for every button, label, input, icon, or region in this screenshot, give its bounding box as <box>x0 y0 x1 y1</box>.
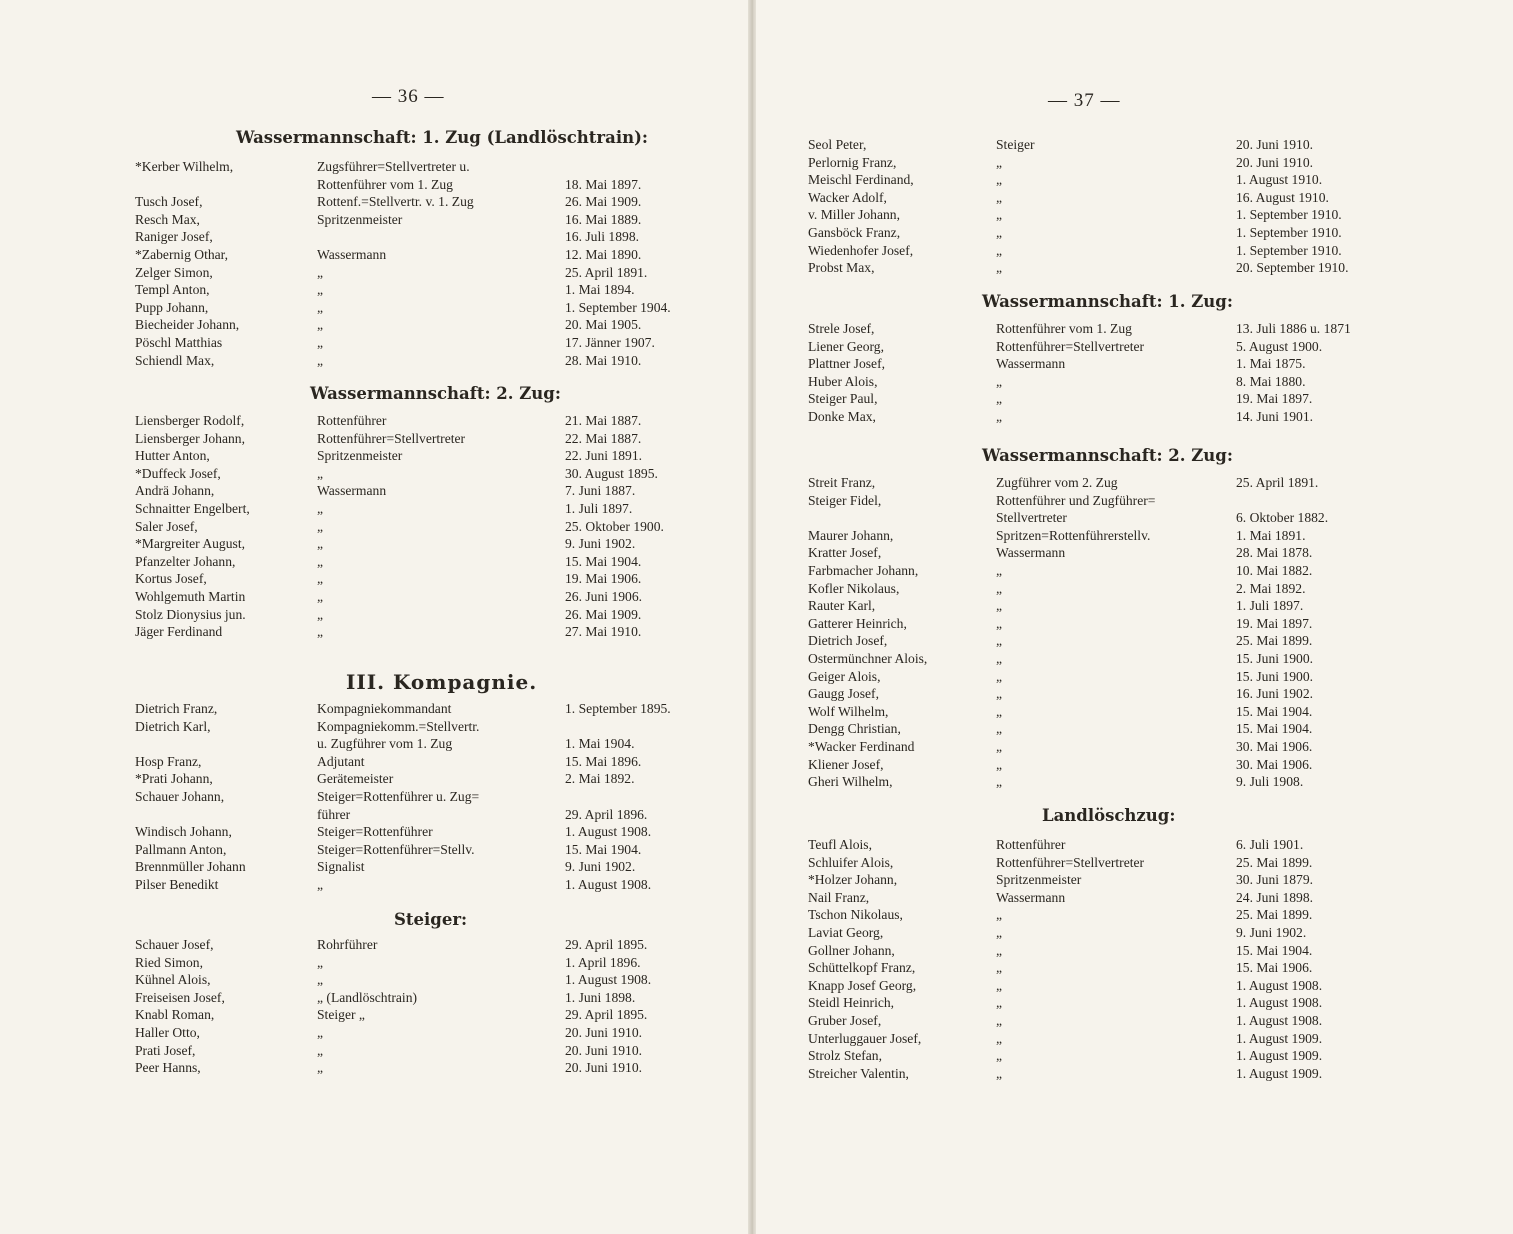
member-name: Plattner Josef, <box>808 356 886 372</box>
member-role: „ <box>317 1024 324 1040</box>
join-date: 1. Mai 1904. <box>565 736 635 752</box>
join-date: 25. April 1891. <box>565 264 648 280</box>
member-role: „ <box>317 624 324 640</box>
join-date: 1. August 1909. <box>1236 1030 1323 1046</box>
member-name: Kortus Josef, <box>135 571 207 587</box>
member-role: „ <box>996 391 1003 407</box>
member-name: Pallmann Anton, <box>135 841 227 857</box>
member-role: führer <box>317 806 351 822</box>
member-role: „ <box>996 703 1003 719</box>
member-role: Wassermann <box>996 356 1066 372</box>
page-number: — 36 — <box>372 86 445 107</box>
member-name: Pöschl Matthias <box>135 334 223 350</box>
member-name: Nail Franz, <box>808 889 870 905</box>
member-name: Stolz Dionysius jun. <box>135 606 246 622</box>
member-role: „ <box>996 721 1003 737</box>
join-date: 6. Oktober 1882. <box>1236 510 1329 526</box>
member-role: „ <box>996 172 1003 188</box>
member-name: Hosp Franz, <box>135 753 202 769</box>
member-name: *Zabernig Othar, <box>135 246 229 262</box>
member-name: Templ Anton, <box>135 282 210 298</box>
join-date: 15. Mai 1904. <box>565 841 642 857</box>
member-name: Liener Georg, <box>808 338 884 354</box>
member-role: „ <box>317 500 324 516</box>
join-date: 19. Mai 1906. <box>565 571 642 587</box>
member-name: Hutter Anton, <box>135 448 210 464</box>
join-date: 16. Mai 1889. <box>565 211 642 227</box>
member-role: „ <box>996 774 1003 790</box>
member-name: Steidl Heinrich, <box>808 995 895 1011</box>
join-date: 9. Juni 1902. <box>565 859 636 875</box>
join-date: 20. Juni 1910. <box>1236 137 1314 152</box>
member-role: „ <box>317 588 324 604</box>
member-role: „ <box>317 282 324 298</box>
join-date: 29. April 1895. <box>565 937 648 952</box>
join-date: 5. August 1900. <box>1236 338 1323 354</box>
member-role: „ <box>996 1012 1003 1028</box>
member-role: Zugsführer=Stellvertreter u. <box>317 159 470 174</box>
member-role: Rottenführer <box>996 837 1066 852</box>
member-role: „ <box>996 668 1003 684</box>
member-name: *Prati Johann, <box>135 771 213 787</box>
join-date: 15. Mai 1906. <box>1236 960 1313 976</box>
join-date: 1. August 1909. <box>1236 1048 1323 1064</box>
join-date: 19. Mai 1897. <box>1236 615 1313 631</box>
member-name: Dietrich Franz, <box>135 701 218 716</box>
join-date: 9. Juni 1902. <box>1236 924 1307 940</box>
member-name: Kliener Josef, <box>808 756 884 772</box>
member-name: Saler Josef, <box>135 518 198 534</box>
member-name: Gollner Johann, <box>808 942 895 958</box>
section-heading: Wassermannschaft: 2. Zug: <box>310 384 561 403</box>
member-role: „ <box>996 580 1003 596</box>
member-name: Wiedenhofer Josef, <box>808 242 914 258</box>
member-name: Perlornig Franz, <box>808 154 897 170</box>
member-role: „ <box>996 408 1003 424</box>
join-date: 15. Juni 1900. <box>1236 650 1314 666</box>
join-date: 1. September 1910. <box>1236 242 1342 258</box>
member-role: Zugführer vom 2. Zug <box>996 475 1118 490</box>
member-role: Rottenf.=Stellvertr. v. 1. Zug <box>317 194 474 210</box>
member-name: Wacker Adolf, <box>808 189 887 205</box>
join-date: 20. Juni 1910. <box>565 1060 643 1076</box>
member-role: „ <box>996 650 1003 666</box>
member-name: Schüttelkopf Franz, <box>808 960 916 976</box>
join-date: 15. Mai 1896. <box>565 753 642 769</box>
join-date: 1. April 1896. <box>565 954 641 970</box>
member-name: Strolz Stefan, <box>808 1048 882 1064</box>
join-date: 30. Mai 1906. <box>1236 738 1313 754</box>
member-role: „ <box>996 373 1003 389</box>
member-role: Spritzen=Rottenführerstellv. <box>996 527 1151 543</box>
section-heading: Landlöschzug: <box>1042 806 1176 825</box>
member-role: Rottenführer <box>317 413 387 428</box>
member-name: Gruber Josef, <box>808 1012 882 1028</box>
member-role: „ <box>996 562 1003 578</box>
join-date: 9. Juni 1902. <box>565 536 636 552</box>
member-role: u. Zugführer vom 1. Zug <box>317 736 453 752</box>
join-date: 20. September 1910. <box>1236 260 1349 276</box>
member-role: „ (Landlöschtrain) <box>317 989 418 1005</box>
member-role: Spritzenmeister <box>996 872 1082 888</box>
member-name: Schauer Josef, <box>135 937 214 952</box>
member-name: Streit Franz, <box>808 475 876 490</box>
member-name: Schnaitter Engelbert, <box>135 500 250 516</box>
member-name: Tusch Josef, <box>135 194 203 210</box>
join-date: 1. Mai 1875. <box>1236 356 1306 372</box>
member-name: Pupp Johann, <box>135 299 209 315</box>
member-name: Seol Peter, <box>808 137 867 152</box>
member-name: Brennmüller Johann <box>135 859 246 875</box>
member-role: „ <box>317 317 324 333</box>
member-name: Dietrich Karl, <box>135 718 211 734</box>
member-role: „ <box>996 1030 1003 1046</box>
page-36 <box>0 0 752 1234</box>
join-date: 25. Mai 1899. <box>1236 907 1313 923</box>
join-date: 26. Juni 1906. <box>565 588 643 604</box>
member-name: *Holzer Johann, <box>808 872 898 888</box>
member-role: „ <box>996 260 1003 276</box>
member-role: Kompagniekommandant <box>317 701 452 716</box>
section-heading: Steiger: <box>394 910 468 929</box>
member-name: Pilser Benedikt <box>135 876 219 892</box>
join-date: 1. September 1904. <box>565 299 671 315</box>
join-date: 14. Juni 1901. <box>1236 408 1314 424</box>
section-heading: III. Kompagnie. <box>346 670 538 694</box>
join-date: 22. Mai 1887. <box>565 430 642 446</box>
member-role: Spritzenmeister <box>317 211 403 227</box>
member-name: Resch Max, <box>135 211 200 227</box>
join-date: 1. August 1908. <box>565 972 652 988</box>
member-role: „ <box>996 189 1003 205</box>
join-date: 16. August 1910. <box>1236 189 1329 205</box>
join-date: 30. August 1895. <box>565 465 658 481</box>
member-role: „ <box>317 1060 324 1076</box>
member-name: Wohlgemuth Martin <box>135 588 246 604</box>
join-date: 1. Juli 1897. <box>1236 598 1304 614</box>
member-role: „ <box>317 352 324 368</box>
join-date: 22. Juni 1891. <box>565 448 643 464</box>
member-role: Rottenführer vom 1. Zug <box>996 321 1132 336</box>
join-date: 1. August 1908. <box>565 824 652 840</box>
member-name: Pfanzelter Johann, <box>135 553 236 569</box>
member-name: v. Miller Johann, <box>808 207 900 223</box>
join-date: 1. August 1910. <box>1236 172 1323 188</box>
member-name: Unterluggauer Josef, <box>808 1030 922 1046</box>
member-role: „ <box>317 553 324 569</box>
join-date: 1. August 1909. <box>1236 1065 1323 1081</box>
member-role: Stellvertreter <box>996 510 1067 526</box>
member-name: Maurer Johann, <box>808 527 894 543</box>
member-role: „ <box>996 924 1003 940</box>
member-role: Kompagniekomm.=Stellvertr. <box>317 718 480 734</box>
member-role: „ <box>317 876 324 892</box>
member-role: „ <box>996 224 1003 240</box>
join-date: 20. Juni 1910. <box>565 1042 643 1058</box>
member-name: Ostermünchner Alois, <box>808 650 928 666</box>
member-role: „ <box>317 571 324 587</box>
join-date: 15. Mai 1904. <box>1236 703 1313 719</box>
member-role: „ <box>996 1065 1003 1081</box>
member-name: Kratter Josef, <box>808 545 882 561</box>
join-date: 26. Mai 1909. <box>565 606 642 622</box>
join-date: 17. Jänner 1907. <box>565 334 655 350</box>
join-date: 7. Juni 1887. <box>565 483 636 499</box>
join-date: 27. Mai 1910. <box>565 624 642 640</box>
member-name: Gansböck Franz, <box>808 224 901 240</box>
member-role: Steiger <box>996 137 1035 152</box>
join-date: 16. Juni 1902. <box>1236 686 1314 702</box>
member-role: „ <box>317 972 324 988</box>
join-date: 1. September 1895. <box>565 701 671 716</box>
join-date: 1. Juli 1897. <box>565 500 633 516</box>
member-name: Jäger Ferdinand <box>135 624 223 640</box>
member-role: „ <box>996 907 1003 923</box>
member-role: „ <box>317 299 324 315</box>
member-role: „ <box>996 154 1003 170</box>
member-name: Geiger Alois, <box>808 668 881 684</box>
join-date: 30. Mai 1906. <box>1236 756 1313 772</box>
join-date: 30. Juni 1879. <box>1236 872 1314 888</box>
join-date: 1. August 1908. <box>1236 977 1323 993</box>
member-role: Wassermann <box>996 545 1066 561</box>
member-role: „ <box>996 995 1003 1011</box>
member-role: „ <box>996 1048 1003 1064</box>
join-date: 25. April 1891. <box>1236 475 1319 490</box>
member-name: Zelger Simon, <box>135 264 213 280</box>
join-date: 21. Mai 1887. <box>565 413 642 428</box>
member-role: Adjutant <box>317 753 365 769</box>
member-role: „ <box>996 738 1003 754</box>
member-name: Dietrich Josef, <box>808 633 888 649</box>
join-date: 15. Mai 1904. <box>565 553 642 569</box>
join-date: 6. Juli 1901. <box>1236 837 1304 852</box>
page-number: — 37 — <box>1048 90 1121 111</box>
section-heading: Wassermannschaft: 2. Zug: <box>982 446 1233 465</box>
member-name: Rauter Karl, <box>808 598 876 614</box>
member-role: „ <box>996 207 1003 223</box>
join-date: 15. Mai 1904. <box>1236 721 1313 737</box>
member-name: *Duffeck Josef, <box>135 465 221 481</box>
member-role: „ <box>317 334 324 350</box>
member-role: „ <box>996 977 1003 993</box>
member-role: Spritzenmeister <box>317 448 403 464</box>
member-name: Schauer Johann, <box>135 788 225 804</box>
join-date: 2. Mai 1892. <box>565 771 635 787</box>
member-name: Biecheider Johann, <box>135 317 240 333</box>
member-name: Ried Simon, <box>135 954 203 970</box>
member-role: Rohrführer <box>317 937 378 952</box>
member-name: *Wacker Ferdinand <box>808 738 915 754</box>
join-date: 8. Mai 1880. <box>1236 373 1306 389</box>
member-role: „ <box>317 518 324 534</box>
join-date: 1. August 1908. <box>1236 995 1323 1011</box>
join-date: 16. Juli 1898. <box>565 229 640 245</box>
member-name: Freiseisen Josef, <box>135 989 225 1005</box>
member-name: Donke Max, <box>808 408 876 424</box>
member-name: Knapp Josef Georg, <box>808 977 917 993</box>
join-date: 1. August 1908. <box>1236 1012 1323 1028</box>
member-name: Liensberger Johann, <box>135 430 245 446</box>
member-name: Prati Josef, <box>135 1042 196 1058</box>
join-date: 28. Mai 1910. <box>565 352 642 368</box>
member-name: Wolf Wilhelm, <box>808 703 889 719</box>
member-role: Steiger=Rottenführer u. Zug= <box>317 788 480 804</box>
member-name: Farbmacher Johann, <box>808 562 919 578</box>
member-role: „ <box>996 615 1003 631</box>
join-date: 25. Mai 1899. <box>1236 854 1313 870</box>
join-date: 29. April 1896. <box>565 806 648 822</box>
member-name: Steiger Fidel, <box>808 492 882 508</box>
join-date: 12. Mai 1890. <box>565 246 642 262</box>
join-date: 9. Juli 1908. <box>1236 774 1304 790</box>
member-name: Schiendl Max, <box>135 352 215 368</box>
member-name: Kofler Nikolaus, <box>808 580 900 596</box>
member-role: Rottenführer und Zugführer= <box>996 492 1156 508</box>
member-role: „ <box>317 606 324 622</box>
join-date: 2. Mai 1892. <box>1236 580 1306 596</box>
member-role: Rottenführer=Stellvertreter <box>996 854 1145 870</box>
member-name: *Margreiter August, <box>135 536 245 552</box>
join-date: 1. September 1910. <box>1236 207 1342 223</box>
member-role: Steiger=Rottenführer <box>317 824 433 840</box>
member-name: Streicher Valentin, <box>808 1065 909 1081</box>
join-date: 20. Juni 1910. <box>565 1024 643 1040</box>
member-name: Windisch Johann, <box>135 824 232 840</box>
member-name: Tschon Nikolaus, <box>808 907 903 923</box>
join-date: 1. September 1910. <box>1236 224 1342 240</box>
member-role: „ <box>317 1042 324 1058</box>
member-role: Steiger „ <box>317 1007 365 1023</box>
member-name: Meischl Ferdinand, <box>808 172 914 188</box>
member-role: Wassermann <box>996 889 1066 905</box>
join-date: 25. Oktober 1900. <box>565 518 664 534</box>
member-name: *Kerber Wilhelm, <box>135 159 234 174</box>
join-date: 25. Mai 1899. <box>1236 633 1313 649</box>
member-name: Haller Otto, <box>135 1024 200 1040</box>
member-name: Huber Alois, <box>808 373 878 389</box>
member-role: „ <box>317 536 324 552</box>
member-name: Laviat Georg, <box>808 924 884 940</box>
join-date: 18. Mai 1897. <box>565 176 642 192</box>
member-name: Knabl Roman, <box>135 1007 215 1023</box>
join-date: 15. Juni 1900. <box>1236 668 1314 684</box>
member-role: „ <box>996 242 1003 258</box>
member-name: Probst Max, <box>808 260 875 276</box>
join-date: 1. Juni 1898. <box>565 989 636 1005</box>
member-role: Rottenführer vom 1. Zug <box>317 176 453 192</box>
member-role: „ <box>996 960 1003 976</box>
member-name: Strele Josef, <box>808 321 875 336</box>
member-role: Rottenführer=Stellvertreter <box>317 430 466 446</box>
join-date: 15. Mai 1904. <box>1236 942 1313 958</box>
member-role: „ <box>996 686 1003 702</box>
member-role: Steiger=Rottenführer=Stellv. <box>317 841 475 857</box>
join-date: 1. August 1908. <box>565 876 652 892</box>
member-name: Andrä Johann, <box>135 483 215 499</box>
join-date: 24. Juni 1898. <box>1236 889 1314 905</box>
member-role: „ <box>317 264 324 280</box>
join-date: 1. Mai 1891. <box>1236 527 1306 543</box>
join-date: 13. Juli 1886 u. 1871 <box>1236 321 1351 336</box>
member-role: „ <box>996 942 1003 958</box>
member-role: Signalist <box>317 859 365 875</box>
join-date: 20. Juni 1910. <box>1236 154 1314 170</box>
section-heading: Wassermannschaft: 1. Zug: <box>982 292 1233 311</box>
member-role: „ <box>996 598 1003 614</box>
join-date: 29. April 1895. <box>565 1007 648 1023</box>
member-name: Teufl Alois, <box>808 837 872 852</box>
member-role: Rottenführer=Stellvertreter <box>996 338 1145 354</box>
member-role: Wassermann <box>317 483 387 499</box>
member-name: Steiger Paul, <box>808 391 878 407</box>
join-date: 20. Mai 1905. <box>565 317 642 333</box>
member-name: Schluifer Alois, <box>808 854 894 870</box>
join-date: 10. Mai 1882. <box>1236 562 1313 578</box>
member-name: Gatterer Heinrich, <box>808 615 907 631</box>
member-name: Raniger Josef, <box>135 229 213 245</box>
member-role: „ <box>317 954 324 970</box>
member-name: Gaugg Josef, <box>808 686 879 702</box>
page-37 <box>756 0 1513 1234</box>
join-date: 26. Mai 1909. <box>565 194 642 210</box>
join-date: 1. Mai 1894. <box>565 282 635 298</box>
join-date: 28. Mai 1878. <box>1236 545 1313 561</box>
section-heading: Wassermannschaft: 1. Zug (Landlöschtrain): <box>236 128 648 147</box>
member-name: Liensberger Rodolf, <box>135 413 245 428</box>
member-name: Kühnel Alois, <box>135 972 211 988</box>
member-role: „ <box>317 465 324 481</box>
member-role: „ <box>996 633 1003 649</box>
member-role: Wassermann <box>317 246 387 262</box>
member-name: Peer Hanns, <box>135 1060 201 1076</box>
member-name: Gheri Wilhelm, <box>808 774 893 790</box>
join-date: 19. Mai 1897. <box>1236 391 1313 407</box>
member-role: „ <box>996 756 1003 772</box>
member-role: Gerätemeister <box>317 771 394 787</box>
member-name: Dengg Christian, <box>808 721 901 737</box>
